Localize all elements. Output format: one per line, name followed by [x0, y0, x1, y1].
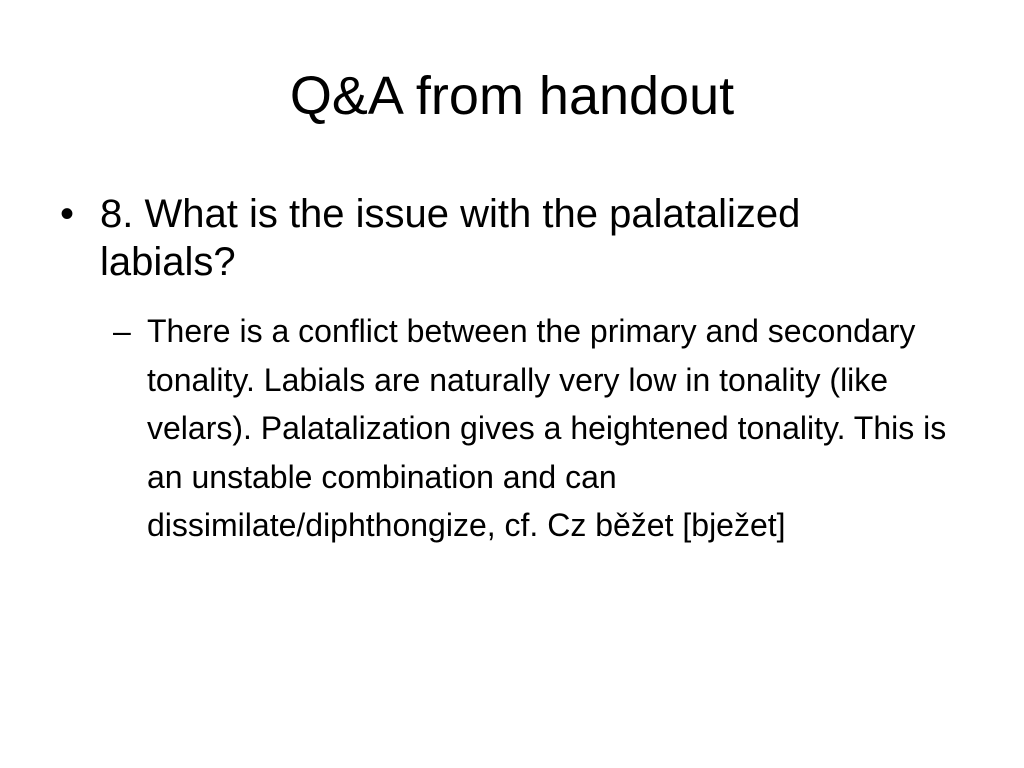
sub-bullet-marker: –	[113, 313, 131, 349]
slide-title: Q&A from handout	[289, 66, 735, 126]
sub-bullet-text: There is a conflict between the primary and secondary tonality. Labials are naturally very low in tonality (like velars). Palatalization gives a heightened tonality. This is an unstable combination and can dissimilate/diphthongize, cf. Cz běžet [bježet]	[147, 313, 947, 543]
bullet-marker: •	[60, 192, 75, 236]
bullet-text: 8. What is the issue with the palatalized labials?	[100, 192, 801, 284]
